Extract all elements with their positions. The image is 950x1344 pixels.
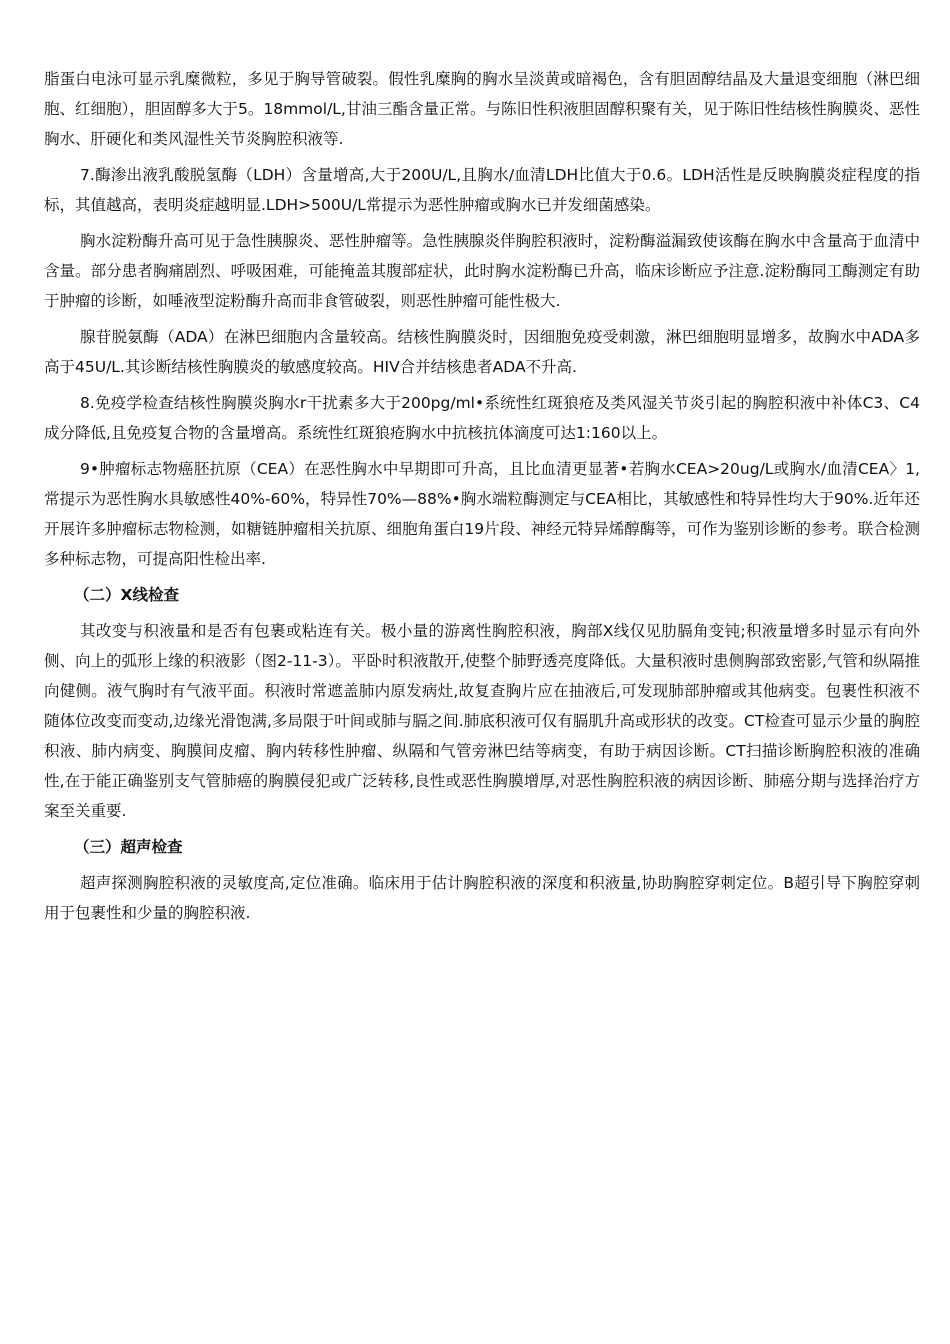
paragraph-immunology: 8.免疫学检查结核性胸膜炎胸水r干扰素多大于200pg/ml•系统性红斑狼疮及类风湿关节炎引起的胸腔积液中补体C3、C4成分降低,且免疫复合物的含量增高。系统性红斑狼疮胸水中抗核抗体滴度可达1:160以上。 bbox=[44, 394, 920, 442]
section-heading-xray: （二）X线检查 bbox=[74, 586, 179, 604]
paragraph-ada: 腺苷脱氨酶（ADA）在淋巴细胞内含量较高。结核性胸膜炎时，因细胞免疫受刺激，淋巴细胞明显增多，故胸水中ADA多高于45U/L.其诊断结核性胸膜炎的敏感度较高。HIV合并结核患者ADA不升高. bbox=[44, 328, 920, 376]
paragraph-tumor-markers: 9•肿瘤标志物癌胚抗原（CEA）在恶性胸水中早期即可升高，且比血清更显著•若胸水CEA>20ug/L或胸水/血清CEA〉1,常提示为恶性胸水具敏感性40%-60%，特异性70%—88%•胸水端粒酶测定与CEA相比，其敏感性和特异性均大于90%.近年还开展许多肿瘤标志物检测，如糖链肿瘤相关抗原、细胞角蛋白19片段、神经元特异烯醇酶等，可作为鉴别诊断的参考。联合检测多种标志物，可提高阳性检出率. bbox=[44, 460, 920, 568]
paragraph-ultrasound: 超声探测胸腔积液的灵敏度高,定位准确。临床用于估计胸腔积液的深度和积液量,协助胸腔穿刺定位。B超引导下胸腔穿刺用于包裹性和少量的胸腔积液. bbox=[44, 874, 920, 922]
paragraph-amylase: 胸水淀粉酶升高可见于急性胰腺炎、恶性肿瘤等。急性胰腺炎伴胸腔积液时，淀粉酶溢漏致使该酶在胸水中含量高于血清中含量。部分患者胸痛剧烈、呼吸困难，可能掩盖其腹部症状，此时胸水淀粉酶已升高，临床诊断应予注意.淀粉酶同工酶测定有助于肿瘤的诊断，如唾液型淀粉酶升高而非食管破裂，则恶性肿瘤可能性极大. bbox=[44, 232, 920, 310]
section-heading-ultrasound: （三）超声检查 bbox=[74, 838, 183, 856]
paragraph-ldh: 7.酶渗出液乳酸脱氢酶（LDH）含量增高,大于200U/L,且胸水/血清LDH比值大于0.6。LDH活性是反映胸膜炎症程度的指标，其值越高，表明炎症越明显.LDH>500U/L常提示为恶性肿瘤或胸水已并发细菌感染。 bbox=[44, 166, 920, 214]
paragraph-chylothorax: 脂蛋白电泳可显示乳糜微粒，多见于胸导管破裂。假性乳糜胸的胸水呈淡黄或暗褐色，含有胆固醇结晶及大量退变细胞（淋巴细胞、红细胞），胆固醇多大于5。18mmol/L,甘油三酯含量正常。与陈旧性积液胆固醇积聚有关，见于陈旧性结核性胸膜炎、恶性胸水、肝硬化和类风湿性关节炎胸腔积液等. bbox=[44, 70, 920, 148]
document-page bbox=[44, 64, 920, 934]
paragraph-xray: 其改变与积液量和是否有包裹或粘连有关。极小量的游离性胸腔积液，胸部X线仅见肋膈角变钝;积液量增多时显示有向外侧、向上的弧形上缘的积液影（图2-11-3）。平卧时积液散开,使整个肺野透亮度降低。大量积液时患侧胸部致密影,气管和纵隔推向健侧。液气胸时有气液平面。积液时常遮盖肺内原发病灶,故复查胸片应在抽液后,可发现肺部肿瘤或其他病变。包裹性积液不随体位改变而变动,边缘光滑饱满,多局限于叶间或肺与膈之间.肺底积液可仅有膈肌升高或形状的改变。CT检查可显示少量的胸腔积液、肺内病变、胸膜间皮瘤、胸内转移性肿瘤、纵隔和气管旁淋巴结等病变，有助于病因诊断。CT扫描诊断胸腔积液的准确性,在于能正确鉴别支气管肺癌的胸膜侵犯或广泛转移,良性或恶性胸膜增厚,对恶性胸腔积液的病因诊断、肺癌分期与选择治疗方案至关重要. bbox=[44, 622, 920, 820]
